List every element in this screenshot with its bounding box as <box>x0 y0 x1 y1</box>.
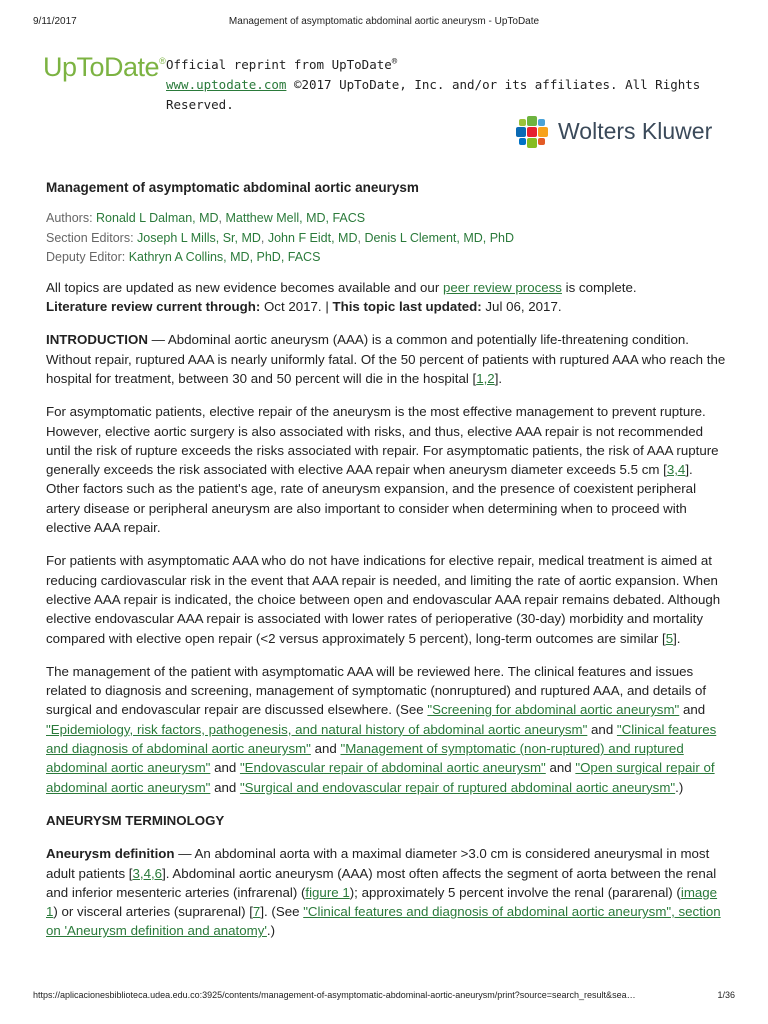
body-paragraph: For asymptomatic patients, elective repair of the aneurysm is the most effective management to prevent rupture. However, elective aortic surgery is also associated with risks, and thus, elective AAA repair is not recommended until the risk of rupture exceeds the risks associated with repair. For asymptomatic patients, the risk of AAA rupture generally exceeds the risk associated with elective AAA repair when aneurysm diameter exceeds 5.5 cm [3,4]. Other factors such as the patient's age, rate of aneurysm expansion, and the presence of coexistent peripheral artery disease or peripheral aneurysm are also important to consider when determining when to proceed with elective AAA repair. <box>46 404 719 536</box>
deputy-editor-line <box>46 248 728 268</box>
uptodate-logo[interactable] <box>43 52 165 83</box>
deputy-editor-label: Deputy Editor: <box>46 250 129 265</box>
editor-link[interactable]: Denis L Clement, MD, PhD <box>364 230 515 245</box>
editor-link[interactable]: Joseph L Mills, Sr, MD <box>137 230 261 245</box>
publisher-name: Wolters Kluwer <box>558 118 713 144</box>
update-notice: All topics are updated as new evidence becomes available and our peer review process is complete. Literature review current through: Oct 2017. | This topic last updated: Jul 06, 2017. <box>46 279 637 315</box>
topic-link[interactable]: "Management of symptomatic (non-ruptured) and ruptured abdominal aortic aneurysm" <box>46 741 684 776</box>
author-link[interactable]: Ronald L Dalman, MD <box>96 211 219 226</box>
print-url: https://aplicacionesbiblioteca.udea.edu.co:3925/contents/management-of-asymptomatic-abdominal-aortic-aneurysm/print?source=search_result&sea… <box>33 990 636 1000</box>
page-number: 1/36 <box>717 990 735 1000</box>
wolters-kluwer-logo <box>514 114 713 150</box>
editor-link[interactable]: John F Eidt, MD <box>267 230 358 245</box>
reference-link[interactable]: 5 <box>665 630 674 646</box>
topic-link[interactable]: "Clinical features and diagnosis of abdominal aortic aneurysm" <box>46 721 717 757</box>
topic-link[interactable]: "Surgical and endovascular repair of ruptured abdominal aortic aneurysm" <box>239 779 676 795</box>
print-title: Management of asymptomatic abdominal aortic aneurysm - UpToDate <box>228 16 540 27</box>
topic-link[interactable]: "Clinical features and diagnosis of abdominal aortic aneurysm", section on 'Aneurysm definition and anatomy' <box>46 904 721 939</box>
topic-link[interactable]: "Epidemiology, risk factors, pathogenesis, and natural history of abdominal aortic aneurysm" <box>46 721 588 737</box>
lit-review-date: Oct 2017. <box>260 299 322 315</box>
reference-link[interactable]: 3,4 <box>666 462 686 478</box>
aneurysm-definition-heading: Aneurysm definition <box>46 846 175 862</box>
print-date: 9/11/2017 <box>33 16 77 27</box>
section-editors-label: Section Editors: <box>46 230 138 245</box>
author-link[interactable]: Matthew Mell, MD, FACS <box>225 211 366 226</box>
last-updated-date: Jul 06, 2017. <box>481 299 562 315</box>
logo-registered-mark: ® <box>159 56 166 66</box>
section-editors-line: Section Editors: Joseph L Mills, Sr, MD, John F Eidt, MD, Denis L Clement, MD, PhD <box>46 230 515 245</box>
reference-link[interactable]: 1,2 <box>476 370 495 386</box>
wolters-kluwer-mark-icon <box>514 114 550 150</box>
introduction-paragraph: INTRODUCTION — Abdominal aortic aneurysm (AAA) is a common and potentially life-threatening condition. Without repair, ruptured AAA is nearly uniformly fatal. Of the 50 percent of patients with ruptured AAA who reach the hospital for treatment, between 30 and 50 percent will die in the hospital [1,2]. <box>46 332 726 386</box>
figure-link[interactable]: figure 1 <box>305 884 350 900</box>
reference-link[interactable]: 3,4,6 <box>132 865 163 881</box>
authors-line: Authors: Ronald L Dalman, MD, Matthew Mell, MD, FACS <box>46 211 366 226</box>
introduction-heading: INTRODUCTION <box>46 332 148 348</box>
topic-link[interactable]: "Open surgical repair of abdominal aortic aneurysm" <box>46 760 715 795</box>
peer-review-link[interactable]: peer review process <box>442 279 562 295</box>
reprint-line: Official reprint from UpToDate <box>166 57 392 73</box>
site-link[interactable]: www.uptodate.com <box>166 77 287 93</box>
reprint-registered-mark: ® <box>391 57 398 67</box>
article-title: Management of asymptomatic abdominal aortic aneurysm <box>46 180 419 195</box>
logo-text: UpToDate <box>43 52 160 82</box>
print-header <box>0 16 768 30</box>
topic-link[interactable]: "Screening for abdominal aortic aneurysm" <box>427 702 680 718</box>
body-paragraph: The management of the patient with asymptomatic AAA will be reviewed here. The clinical features and issues related to diagnosis and screening, management of symptomatic (nonruptured) and ruptured AAA, and details of surgical and endovascular repair are discussed elsewhere. (See "Screening for abdominal aortic aneurysm" and "Epidemiology, risk factors, pathogenesis, and natural history of abdominal aortic aneurysm" and "Clinical features and diagnosis of abdominal aortic aneurysm" and "Management of symptomatic (non-ruptured) and ruptured abdominal aortic aneurysm" and "Endovascular repair of abdominal aortic aneurysm" and "Open surgical repair of abdominal aortic aneurysm" and "Surgical and endovascular repair of ruptured abdominal aortic aneurysm".) <box>46 663 717 795</box>
copyright-text: ©2017 UpToDate, Inc. and/or its affiliates. All Rights Reserved. <box>166 77 701 113</box>
last-updated-label: This topic last updated: <box>332 299 482 315</box>
reference-link[interactable]: 7 <box>252 904 261 920</box>
print-footer <box>0 990 768 1004</box>
article <box>46 178 728 955</box>
article-meta <box>46 209 728 268</box>
authors-label: Authors: <box>46 211 97 226</box>
terminology-heading: ANEURYSM TERMINOLOGY <box>46 812 225 828</box>
deputy-editor-link[interactable]: Kathryn A Collins, MD, PhD, FACS <box>128 250 321 265</box>
topic-link[interactable]: "Endovascular repair of abdominal aortic aneurysm" <box>239 760 546 776</box>
image-link[interactable]: image 1 <box>46 884 718 920</box>
body-paragraph: For patients with asymptomatic AAA who do not have indications for elective repair, medical treatment is aimed at reducing cardiovascular risk in the event that AAA repair is needed, and limiting the rate of aortic expansion. When elective AAA repair is indicated, the choice between open and endovascular AAA repair remains debated. Although elective endovascular AAA repair is associated with lower rates of perioperative (30-day) morbidity and mortality compared with elective open repair (<2 versus approximately 5 percent), long-term outcomes are similar [5]. <box>46 553 721 646</box>
aneurysm-definition-paragraph: Aneurysm definition — An abdominal aorta with a maximal diameter >3.0 cm is considered aneurysmal in most adult patients [3,4,6]. Abdominal aortic aneurysm (AAA) most often affects the segment of aorta between the renal and inferior mesenteric arteries (infrarenal) (figure 1); approximately 5 percent involve the renal (pararenal) (image 1) or visceral arteries (suprarenal) [7]. (See "Clinical features and diagnosis of abdominal aortic aneurysm", section on 'Aneurysm definition and anatomy'.) <box>46 846 721 939</box>
reprint-notice <box>166 52 768 115</box>
lit-review-label: Literature review current through: <box>46 299 261 315</box>
